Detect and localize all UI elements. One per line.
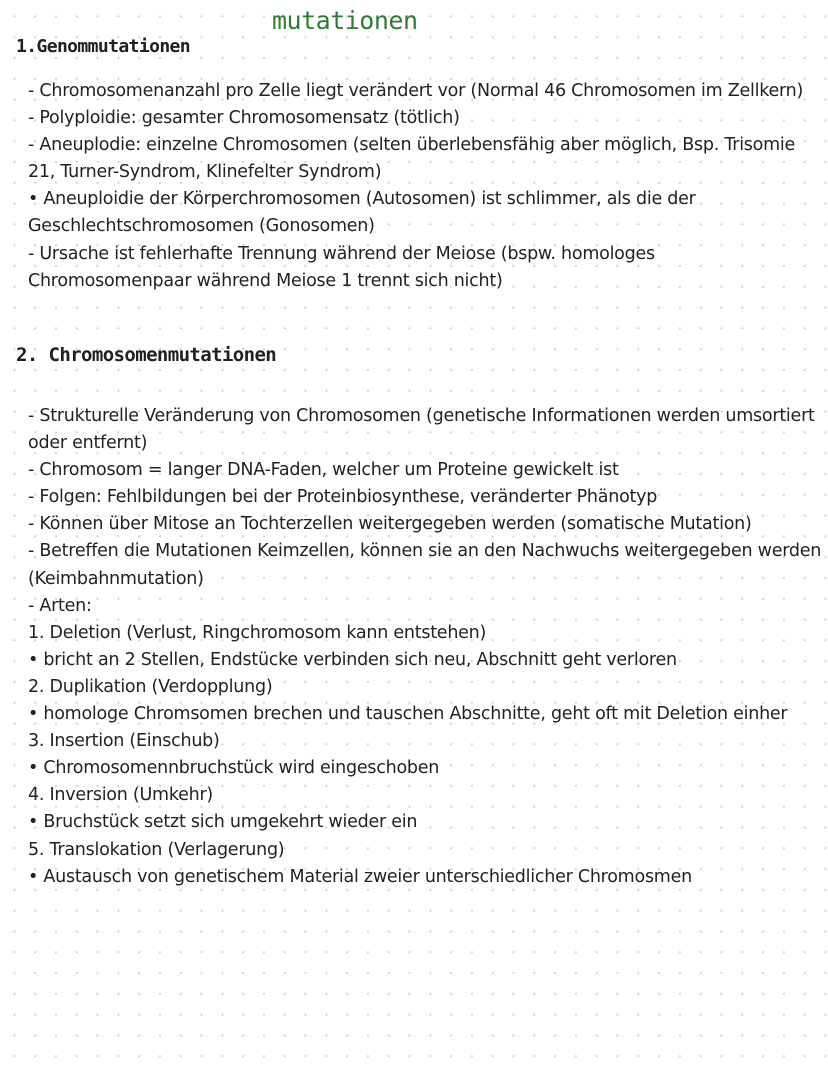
text-line: - Betreffen die Mutationen Keimzellen, können sie an den Nachwuchs weitergegeben werden (Keimbahnmutation) (28, 541, 822, 589)
list-item-translokation: 5. Translokation (Verlagerung) (28, 839, 285, 860)
bullet-line: • Chromosomennbruchstück wird eingeschoben (28, 758, 440, 779)
page-title: mutationen (272, 6, 418, 35)
bullet-line: • bricht an 2 Stellen, Endstücke verbinden sich neu, Abschnitt geht verloren (28, 649, 677, 670)
text-line: - Chromosom = langer DNA-Faden, welcher um Proteine gewickelt ist (28, 460, 619, 481)
text-line: - Strukturelle Veränderung von Chromosomen (genetische Informationen werden umsortiert oder entfernt) (28, 406, 815, 454)
text-line: - Folgen: Fehlbildungen bei der Proteinbiosynthese, veränderter Phänotyp (28, 487, 658, 508)
bullet-line: • homologe Chromsomen brechen und tauschen Abschnitte, geht oft mit Deletion einher (28, 704, 788, 725)
text-line: - Ursache ist fehlerhafte Trennung während der Meiose (bspw. homologes Chromosomenpaar während Meiose 1 trennt sich nicht) (28, 243, 655, 291)
text-line: - Können über Mitose an Tochterzellen weitergegeben werden (somatische Mutation) (28, 514, 752, 535)
list-item-deletion: 1. Deletion (Verlust, Ringchromosom kann entstehen) (28, 622, 487, 643)
section-heading-chromosomenmutationen: 2. Chromosomenmutationen (16, 344, 277, 366)
list-item-duplikation: 2. Duplikation (Verdopplung) (28, 676, 273, 697)
section-heading-genommutationen: 1.Genommutationen (16, 36, 191, 57)
text-line: - Arten: (28, 595, 92, 616)
section-body-genommutationen (28, 78, 823, 295)
bullet-line: • Austausch von genetischem Material zweier unterschiedlicher Chromosmen (28, 866, 692, 887)
section-body-chromosomenmutationen (28, 403, 823, 891)
list-item-inversion: 4. Inversion (Umkehr) (28, 785, 213, 806)
text-line: - Aneuplodie: einzelne Chromosomen (selten überlebensfähig aber möglich, Bsp. Trisomie 21, Turner-Syndrom, Klinefelter Syndrom) (28, 135, 796, 183)
bullet-line: • Bruchstück setzt sich umgekehrt wieder ein (28, 812, 418, 833)
bullet-line: • Aneuploidie der Körperchromosomen (Autosomen) ist schlimmer, als die der Geschlechtschromosomen (Gonosomen) (28, 189, 696, 237)
list-item-insertion: 3. Insertion (Einschub) (28, 731, 220, 752)
text-line: - Chromosomenanzahl pro Zelle liegt verändert vor (Normal 46 Chromosomen im Zellkern) (28, 81, 804, 101)
text-line: - Polyploidie: gesamter Chromosomensatz (tötlich) (28, 108, 460, 129)
